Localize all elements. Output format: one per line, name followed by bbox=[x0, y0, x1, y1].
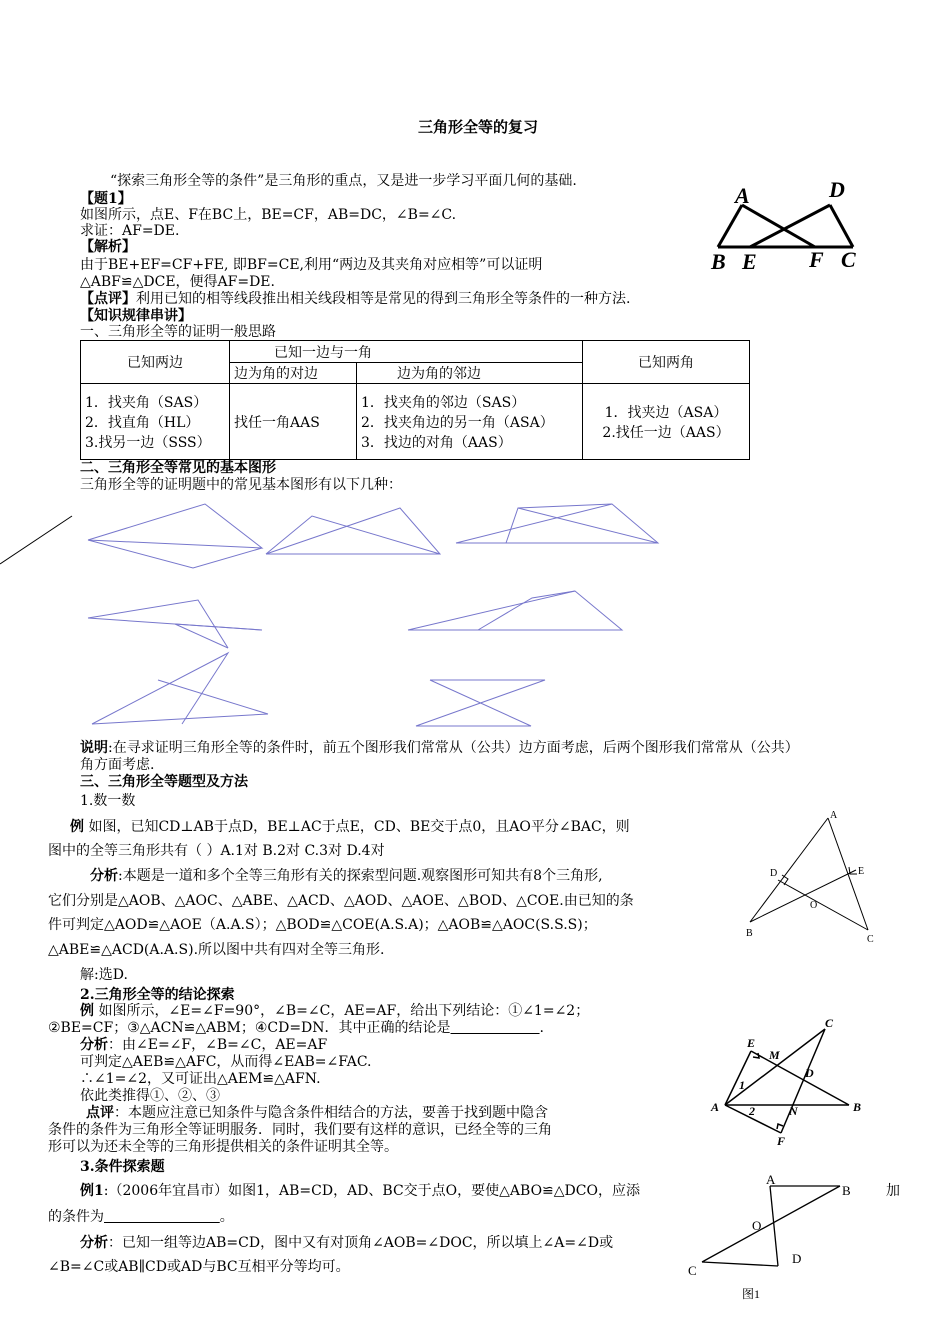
ex2-analysis-2: 可判定△AEB≌△AFC，从而得∠EAB=∠FAC. bbox=[80, 1054, 372, 1070]
cell-two-angles-2: 2.找任一边（AAS） bbox=[602, 424, 730, 441]
figure-abf-dce bbox=[705, 175, 875, 275]
cell-opposite: 找任一角AAS bbox=[230, 384, 357, 460]
ex2-line2 bbox=[48, 1019, 544, 1037]
cell-two-sides-1: 1．找夹角（SAS） bbox=[85, 394, 208, 411]
fig1-label-d: D bbox=[829, 177, 845, 202]
ex1-solution: 解:选D. bbox=[80, 967, 128, 983]
section3-heading: 三、三角形全等题型及方法 bbox=[80, 774, 248, 790]
analysis-line1: 由于BE+EF=CF+FE, 即BF=CE,利用“两边及其夹角对应相等”可以证明 bbox=[80, 257, 543, 273]
fig2-label-a: A bbox=[830, 810, 838, 821]
fig1-label-e: E bbox=[742, 249, 757, 274]
fig3-label-e: E bbox=[747, 1036, 756, 1050]
note-text1: :在寻求证明三角形全等的条件时，前五个图形我们常常从（公共）边方面考虑，后两个图形我们常常从（公共） bbox=[108, 740, 799, 756]
fig3-label-a: A bbox=[711, 1100, 720, 1114]
fig4-label-o: O bbox=[752, 1218, 762, 1233]
ex1-ana-text1: :本题是一道和多个全等三角形有关的探索型问题.观察图形可知共有8个三角形, bbox=[118, 868, 603, 884]
ex2-line1 bbox=[80, 1002, 589, 1020]
ex1-analysis-4: △ABE≌△ACD(A.A.S).所以图中共有四对全等三角形. bbox=[48, 942, 385, 958]
sub2-heading: 2.三角形全等的结论探索 bbox=[80, 987, 235, 1003]
ex2-comment-1 bbox=[86, 1104, 548, 1122]
fig2-label-e: E bbox=[858, 866, 865, 877]
intro-text: “探索三角形全等的条件”是三角形的重点，又是进一步学习平面几何的基础. bbox=[110, 173, 577, 189]
fig3-label-d: D bbox=[805, 1066, 814, 1080]
fig1-label-a: A bbox=[735, 183, 750, 208]
ex2-comment-3: 形可以为还未全等的三角形提供相关的条件证明其全等。 bbox=[48, 1139, 398, 1155]
ex3-blank bbox=[104, 1209, 220, 1225]
comment-line bbox=[80, 290, 630, 308]
ex3-analysis-1 bbox=[80, 1234, 613, 1252]
ex2-cm-tag: 点评 bbox=[86, 1105, 114, 1121]
comment-text: 利用已知的相等线段推出相关线段相等是常见的得到三角形全等条件的一种方法. bbox=[136, 291, 631, 307]
fig3-label-n: N bbox=[789, 1104, 798, 1118]
analysis-line2: △ABF≌△DCE，便得AF=DE. bbox=[80, 274, 275, 290]
ex3-line1-tail: 加 bbox=[886, 1183, 900, 1199]
cell-two-sides-2: 2．找直角（HL） bbox=[85, 414, 200, 431]
cell-two-sides bbox=[81, 384, 230, 460]
section2-heading: 二、三角形全等常见的基本图形 bbox=[80, 460, 276, 476]
cell-adjacent-3: 3．找边的对角（AAS） bbox=[361, 434, 512, 451]
ex3-ana-tag: 分析 bbox=[80, 1235, 108, 1251]
ex2-ana-tag: 分析 bbox=[80, 1037, 108, 1053]
ex2-blank bbox=[451, 1020, 540, 1036]
fig4-label-b: B bbox=[842, 1183, 851, 1198]
proof-method-table bbox=[80, 340, 750, 460]
fig2-label-o: O bbox=[810, 900, 818, 911]
th-two-sides: 已知两边 bbox=[81, 341, 230, 384]
fig2-label-d: D bbox=[770, 868, 778, 879]
note-tag: 说明 bbox=[80, 740, 108, 756]
th-adjacent: 边为角的邻边 bbox=[357, 363, 583, 384]
basic-figures bbox=[0, 498, 680, 738]
fig3-label-c: C bbox=[825, 1016, 834, 1030]
ex2-comment-2: 条件的条件为三角形全等证明服务．同时，我们要有这样的意识，已经全等的三角 bbox=[48, 1122, 552, 1138]
ex1-ana-tag: 分析 bbox=[90, 868, 118, 884]
q1-line2: 求证：AF=DE. bbox=[80, 223, 180, 239]
analysis-tag: 【解析】 bbox=[80, 239, 136, 255]
section1-heading: 一、三角形全等的证明一般思路 bbox=[80, 324, 276, 340]
cell-adjacent-1: 1．找夹角的邻边（SAS） bbox=[361, 394, 526, 411]
ex2-text2-end: . bbox=[539, 1020, 544, 1036]
ex1-line2: 图中的全等三角形共有（ ）A.1对 B.2对 C.3对 D.4对 bbox=[48, 843, 385, 859]
knowledge-tag: 【知识规律串讲】 bbox=[80, 308, 192, 324]
ex1-tag: 例 bbox=[70, 819, 84, 835]
ex1-analysis-2: 它们分别是△AOB、△AOC、△ABE、△ACD、△AOD、△AOE、△BOD、△COE.由已知的条 bbox=[48, 893, 634, 909]
section2-text: 三角形全等的证明题中的常见基本图形有以下几种： bbox=[80, 477, 402, 493]
cell-adjacent-2: 2．找夹角边的另一角（ASA） bbox=[361, 414, 554, 431]
ex2-cm-text1: ：本题应注意已知条件与隐含条件相结合的方法，要善于找到题中隐含 bbox=[114, 1105, 548, 1121]
ex3-tag: 例1 bbox=[80, 1183, 104, 1199]
fig2-label-c: C bbox=[867, 934, 874, 945]
ex3-text2: 的条件为 bbox=[48, 1209, 104, 1225]
cell-adjacent bbox=[357, 384, 583, 460]
ex2-analysis-4: 依此类推得①、②、③ bbox=[80, 1088, 220, 1104]
ex3-line2 bbox=[48, 1208, 234, 1226]
fig2-label-b: B bbox=[746, 928, 753, 939]
fig3-label-m: M bbox=[769, 1048, 780, 1062]
ex3-line1 bbox=[80, 1182, 640, 1200]
fig3-label-2: 2 bbox=[749, 1104, 755, 1118]
th-two-angles: 已知两角 bbox=[583, 341, 750, 384]
ex2-ana-text1: ：由∠E=∠F，∠B=∠C，AE=AF bbox=[108, 1037, 328, 1053]
fig4-label-c: C bbox=[688, 1263, 697, 1278]
comment-tag: 【点评】 bbox=[80, 291, 136, 307]
sub3-heading: 3.条件探索题 bbox=[80, 1159, 165, 1175]
fig3-label-1: 1 bbox=[739, 1078, 745, 1092]
sub1-heading: 1.数一数 bbox=[80, 793, 136, 809]
fig4-caption: 图1 bbox=[742, 1287, 761, 1301]
ex3-text2-end: 。 bbox=[219, 1209, 234, 1225]
ex3-text1: :（2006年宜昌市）如图1，AB=CD，AD、BC交于点O，要使△ABO≌△DCO，应添 bbox=[103, 1183, 640, 1199]
ex1-analysis-3: 件可判定△AOD≌△AOE（A.A.S）；△BOD≌△COE(A.S.A)；△AOB≌△AOC(S.S.S)； bbox=[48, 917, 597, 933]
ex3-ana-text1: ：已知一组等边AB=CD，图中又有对顶角∠AOB=∠DOC，所以填上∠A=∠D或 bbox=[108, 1235, 614, 1251]
th-opposite: 边为角的对边 bbox=[230, 363, 357, 384]
figure-abc-doe bbox=[740, 810, 890, 945]
ex2-text2: ②BE=CF；③△ACN≌△ABM；④CD=DN．其中正确的结论是 bbox=[48, 1020, 451, 1036]
figure-aeb-afc bbox=[705, 1015, 875, 1150]
cell-two-sides-3: 3.找另一边（SSS） bbox=[85, 434, 211, 451]
cell-two-angles bbox=[583, 384, 750, 460]
ex3-analysis-2: ∠B=∠C或AB∥CD或AD与BC互相平分等均可。 bbox=[48, 1259, 350, 1275]
ex2-analysis-3: ∴∠1=∠2，又可证出△AEM≌△AFN. bbox=[80, 1071, 321, 1087]
ex2-analysis-1 bbox=[80, 1036, 327, 1054]
note-line2: 角方面考虑. bbox=[80, 757, 155, 773]
fig3-label-b: B bbox=[853, 1100, 862, 1114]
cell-two-angles-1: 1．找夹边（ASA） bbox=[604, 404, 728, 421]
ex1-text1: 如图，已知CD⊥AB于点D，BE⊥AC于点E，CD、BE交于点0，且AO平分∠BAC，则 bbox=[88, 819, 630, 835]
fig4-label-a: A bbox=[766, 1172, 776, 1187]
fig1-label-c: C bbox=[841, 247, 856, 272]
ex1-line1 bbox=[70, 818, 630, 836]
page-title: 三角形全等的复习 bbox=[418, 118, 539, 136]
fig1-label-b: B bbox=[711, 249, 726, 274]
ex1-analysis-1 bbox=[90, 867, 603, 885]
ex2-text1: 如图所示，∠E=∠F=90°，∠B=∠C，AE=AF，给出下列结论：①∠1=∠2； bbox=[98, 1003, 590, 1019]
ex2-tag: 例 bbox=[80, 1003, 94, 1019]
note-line1 bbox=[80, 739, 799, 757]
th-side-angle: 已知一边与一角 bbox=[230, 341, 583, 363]
q1-tag: 【题1】 bbox=[80, 191, 132, 207]
q1-line1: 如图所示，点E、F在BC上，BE=CF，AB=DC，∠B=∠C. bbox=[80, 207, 457, 223]
fig3-label-f: F bbox=[777, 1134, 786, 1148]
figure-1-abocd bbox=[680, 1170, 870, 1310]
fig4-label-d: D bbox=[792, 1251, 802, 1266]
fig1-label-f: F bbox=[809, 247, 824, 272]
